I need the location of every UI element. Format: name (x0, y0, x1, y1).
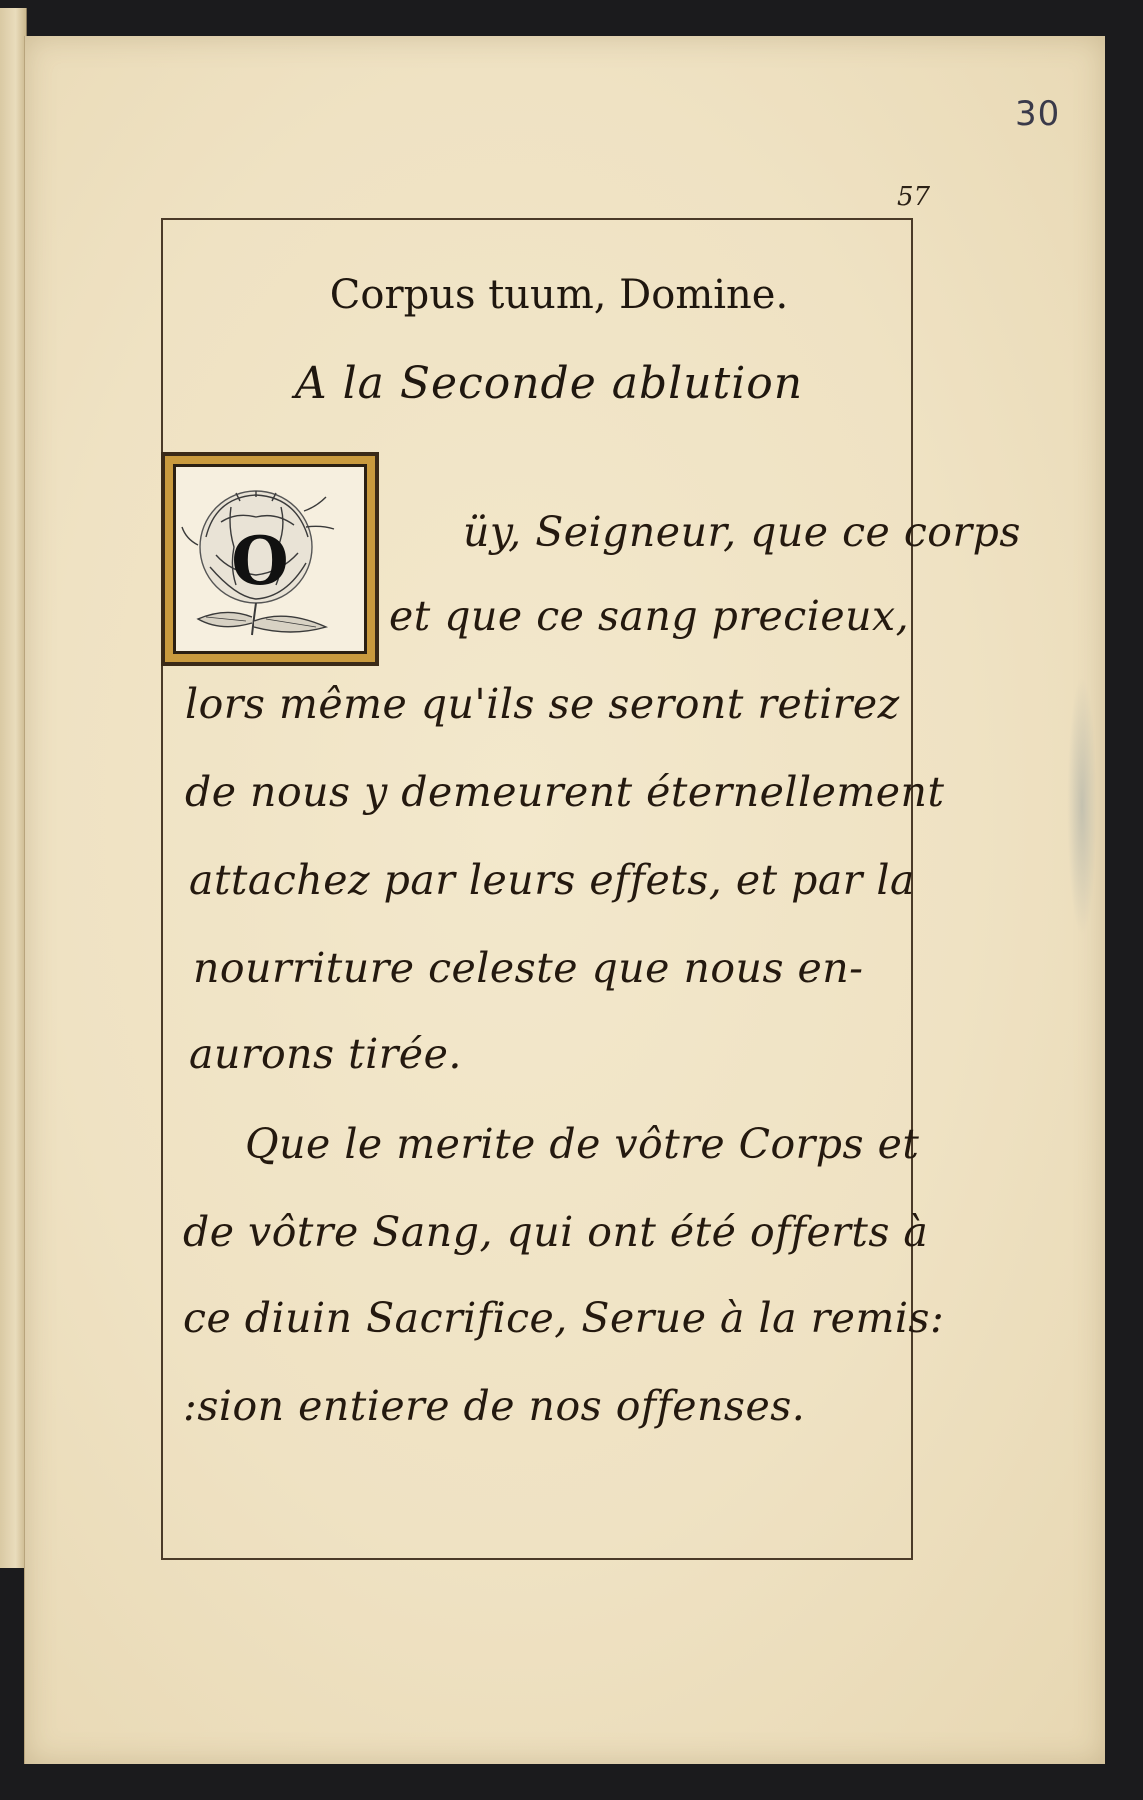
text-line: ce diuin Sacrifice, Serue à la remis: (183, 1294, 945, 1342)
manuscript-page (24, 36, 1105, 1764)
page-title: Corpus tuum, Domine. (329, 272, 789, 318)
previous-page-edge (0, 8, 27, 1568)
page-number: 57 (897, 182, 931, 212)
folio-number: 30 (1015, 94, 1061, 134)
text-line: de vôtre Sang, qui ont été offerts à (183, 1208, 929, 1256)
text-line: et que ce sang precieux, (389, 592, 910, 640)
text-line: Que le merite de vôtre Corps et (245, 1120, 920, 1168)
illuminated-initial (161, 452, 379, 666)
text-line: :sion entiere de nos offenses. (183, 1382, 806, 1430)
text-line: de nous y demeurent éternellement (185, 768, 945, 816)
initial-panel (173, 464, 367, 654)
text-frame (161, 218, 1021, 1560)
initial-letter: O (231, 522, 289, 600)
text-line: üy, Seigneur, que ce corps (463, 508, 1021, 556)
text-line: nourriture celeste que nous en- (193, 944, 864, 992)
foxing-stain (1067, 676, 1097, 936)
section-subtitle: A la Seconde ablution (294, 358, 804, 409)
text-line: lors même qu'ils se seront retirez (185, 680, 900, 728)
text-line: attachez par leurs effets, et par la (189, 856, 915, 904)
text-line: aurons tirée. (189, 1030, 462, 1078)
